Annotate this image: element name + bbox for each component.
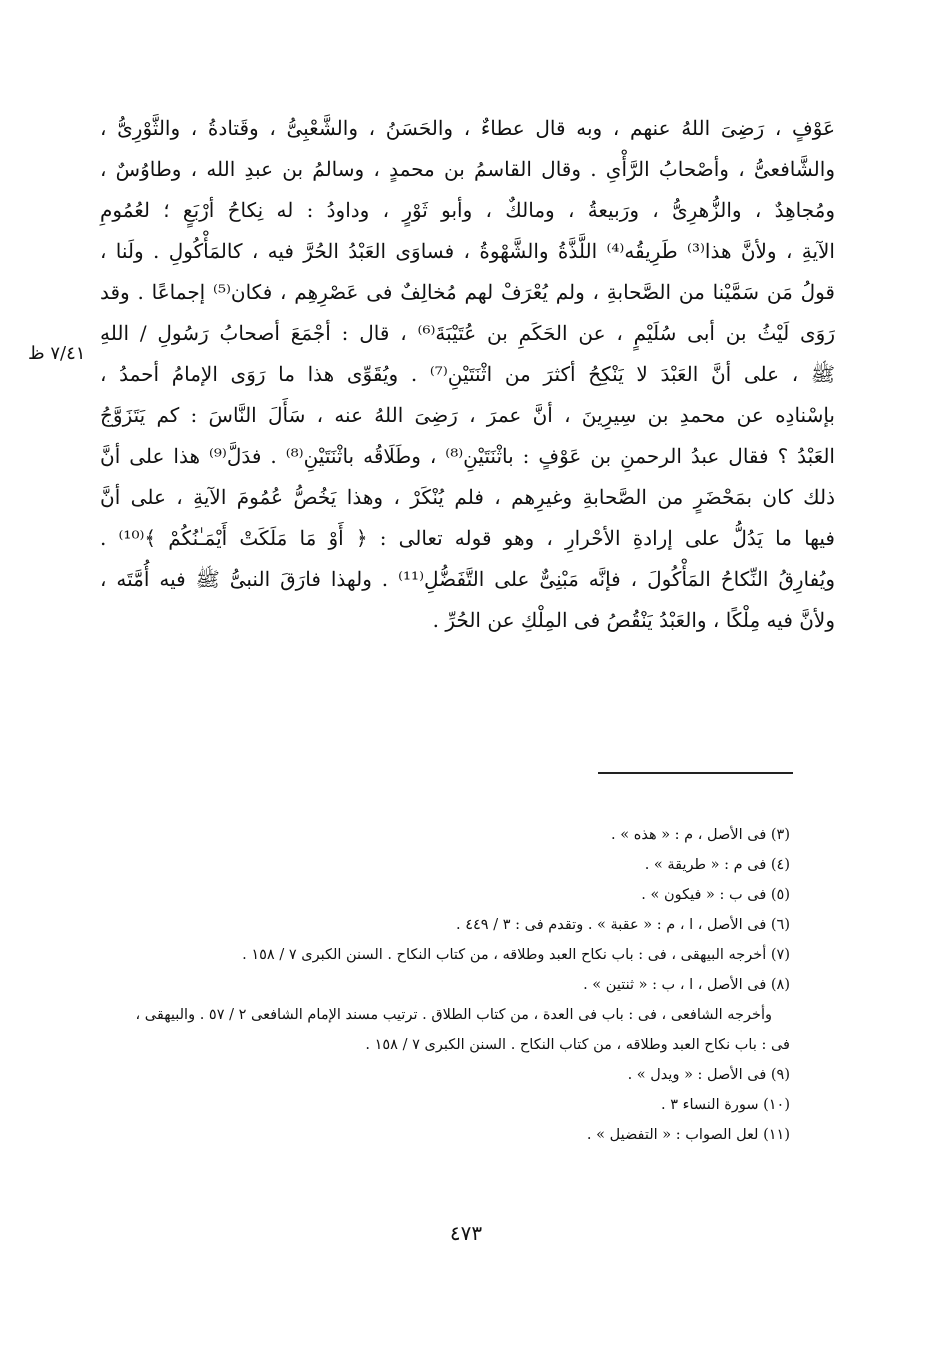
main-text-line: ومُجاهِدٌ ، والزُّهرِىُّ ، ورَبيعةُ ، ومالكٌ ، وأبو ثَوْرٍ ، وداودُ : له نِكاحُ أرْبَعٍ ؛ لعُمُومِ — [100, 198, 835, 222]
footnote-line: وأخرجه الشافعى ، فى : باب فى العدة ، من كتاب الطلاق . ترتيب مسند الإمام الشافعى ٢ / ٥٧ . والبيهقى ، — [135, 1007, 772, 1023]
margin-folio-reference: ٧/٤١ ظ — [28, 343, 86, 364]
main-text-line: والشَّافعىُّ ، وأصْحابُ الرَّأْىِ . وقال القاسمُ بن محمدٍ ، وسالمُ بن عبدِ الله ، وطاوُسٌ ، — [100, 157, 835, 181]
main-text-line: عَوْفٍ ، رَضِىَ اللهُ عنهم ، وبه قال عطاءٌ ، والحَسَنُ ، والشَّعْبِىُّ ، وقَتادةُ ، والثَّوْرِىُّ ، — [100, 116, 835, 140]
main-text-line: بإسْنادِه عن محمدِ بن سِيرِينَ ، أنَّ عمرَ ، رَضِىَ اللهُ عنه ، سَأَلَ النَّاسَ : كم يَتَزَوَّجُ — [100, 403, 835, 427]
main-text-line: العَبْدُ ؟ فقال عبدُ الرحمنِ بن عَوْفٍ : باثْنَتَيْنِ⁽⁸⁾ ، وطَلَاقُه باثْنَتَيْنِ⁽⁸⁾ . فدَلَّ⁽⁹⁾ هذا على أنَّ — [100, 444, 835, 468]
main-text-line: ويُفارِقُ النِّكاحُ المَأْكُولَ ، فإنَّه مَبْنِىٌّ على التَّفَضُّلِ⁽¹¹⁾ . ولهذا فارَقَ النبىُّ ﷺ فيه أُمَّتَه ، — [100, 567, 835, 591]
main-text-line: ﷺ ، على أنَّ العَبْدَ لا يَنْكِحُ أكثرَ من اثْنَتَيْنِ⁽⁷⁾ . ويُقَوِّى هذا ما رَوَى الإمامُ أحمدُ ، — [100, 362, 835, 386]
footnote-line: (٨) فى الأصل ، ا ، ب : « ثنتين » . — [583, 977, 790, 993]
footnotes-block — [135, 820, 790, 1150]
footnote-line: (٤) فى م : « طريقة » . — [644, 857, 790, 873]
footnote-line: (٩) فى الأصل : « ويدل » . — [627, 1067, 790, 1083]
main-text-line: رَوَى لَيْثُ بن أبى سُلَيْمٍ ، عن الحَكَمِ بن عُتَيْبَةَ⁽⁶⁾ ، قال : أجْمَعَ أصحابُ رَسُولِ / اللهِ — [100, 321, 835, 345]
main-text-line: فيها ما يَدُلُّ على إرادةِ الأحْرارِ ، وهو قوله تعالى : ﴿ أَوْ مَا مَلَكَتْ أَيْمَـٰنُكُمْ ﴾⁽¹⁰⁾ . — [100, 526, 835, 550]
main-text-line: ولأنَّ فيه مِلْكًا ، والعَبْدُ يَنْقُصُ فى المِلْكِ عن الحُرِّ . — [432, 608, 835, 632]
footnote-line: (٦) فى الأصل ، ا ، م : « عقبة » . وتقدم فى : ٣ / ٤٤٩ . — [456, 917, 790, 933]
footnote-line: فى : باب نكاح العبد وطلاقه ، من كتاب النكاح . السنن الكبرى ٧ / ١٥٨ . — [365, 1037, 790, 1053]
footnote-separator — [598, 772, 793, 774]
footnote-line: (٧) أخرجه البيهقى ، فى : باب نكاح العبد وطلاقه ، من كتاب النكاح . السنن الكبرى ٧ / ١٥٨ . — [242, 947, 790, 963]
footnote-line: (٣) فى الأصل ، م : « هذه » . — [611, 827, 790, 843]
main-text-block — [100, 108, 835, 641]
main-text-line: قولُ مَن سَمَّيْنا من الصَّحابةِ ، ولم يُعْرَفْ لهم مُخالِفٌ فى عَصْرِهِم ، فكان⁽⁵⁾ إجماعًا . وقد — [100, 280, 835, 304]
footnote-line: (١١) لعل الصواب : « التفضيل » . — [586, 1127, 790, 1143]
footnote-line: (٥) فى ب : « فيكون » . — [641, 887, 790, 903]
footnote-line: (١٠) سورة النساء ٣ . — [661, 1097, 790, 1113]
main-text-line: الآيةِ ، ولأنَّ هذا⁽³⁾ طَرِيقُه⁽⁴⁾ اللَّذَّةُ والشَّهْوةُ ، فساوَى العَبْدُ الحُرَّ فيه ، كالمَأْكُولِ . ولَنا ، — [100, 239, 835, 263]
main-text-line: ذلك كان بمَحْضَرٍ من الصَّحابةِ وغيرِهم ، فلم يُنْكَرْ ، وهذا يَخُصُّ عُمُومَ الآيةِ ، على أنَّ — [100, 485, 835, 509]
page-number: ٤٧٣ — [449, 1221, 483, 1245]
